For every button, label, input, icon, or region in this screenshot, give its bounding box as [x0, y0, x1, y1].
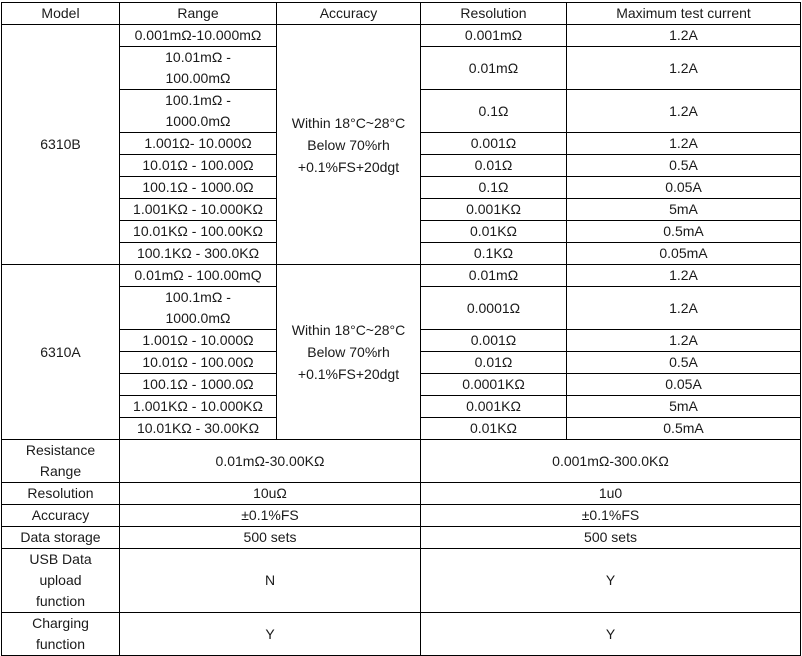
range-cell: 100.1mΩ - 1000.0mΩ: [120, 287, 277, 330]
current-cell: 0.05mA: [567, 243, 801, 265]
range-cell: 10.01Ω - 100.00Ω: [120, 352, 277, 374]
summary-row: [2, 613, 801, 656]
table-row: [2, 265, 801, 287]
current-cell: 1.2A: [567, 133, 801, 155]
current-cell: 1.2A: [567, 330, 801, 352]
header-row: [2, 3, 801, 25]
summary-value-6310b: 500 sets: [421, 527, 801, 549]
summary-value-6310a: 10uΩ: [120, 483, 421, 505]
current-cell: 0.05A: [567, 177, 801, 199]
resolution-cell: 0.001Ω: [421, 133, 567, 155]
resolution-cell: 0.01mΩ: [421, 265, 567, 287]
summary-label: Data storage: [2, 527, 120, 549]
summary-row: [2, 505, 801, 527]
range-cell: 10.01KΩ - 100.00KΩ: [120, 221, 277, 243]
resolution-cell: 0.01mΩ: [421, 47, 567, 90]
summary-row: [2, 549, 801, 613]
range-cell: 10.01Ω - 100.00Ω: [120, 155, 277, 177]
current-cell: 0.5mA: [567, 418, 801, 440]
range-cell: 100.1Ω - 1000.0Ω: [120, 177, 277, 199]
range-cell: 1.001KΩ - 10.000KΩ: [120, 396, 277, 418]
summary-value-6310b: ±0.1%FS: [421, 505, 801, 527]
resolution-cell: 0.01KΩ: [421, 418, 567, 440]
header-max-current: Maximum test current: [567, 3, 801, 25]
range-cell: 100.1Ω - 1000.0Ω: [120, 374, 277, 396]
summary-value-6310b: 0.001mΩ-300.0KΩ: [421, 440, 801, 483]
resolution-cell: 0.1KΩ: [421, 243, 567, 265]
accuracy-cell-6310b: Within 18°C~28°C Below 70%rh +0.1%FS+20dgt: [277, 25, 421, 265]
summary-value-6310a: ±0.1%FS: [120, 505, 421, 527]
current-cell: 1.2A: [567, 25, 801, 47]
resolution-cell: 0.001KΩ: [421, 396, 567, 418]
resolution-cell: 0.001KΩ: [421, 199, 567, 221]
current-cell: 1.2A: [567, 287, 801, 330]
summary-value-6310b: 1u0: [421, 483, 801, 505]
accuracy-cell-6310a: Within 18°C~28°C Below 70%rh +0.1%FS+20dgt: [277, 265, 421, 440]
header-model: Model: [2, 3, 120, 25]
summary-label: Resolution: [2, 483, 120, 505]
summary-value-6310a: 500 sets: [120, 527, 421, 549]
resolution-cell: 0.01Ω: [421, 352, 567, 374]
resolution-cell: 0.01KΩ: [421, 221, 567, 243]
summary-row: [2, 440, 801, 483]
range-cell: 10.01mΩ - 100.00mΩ: [120, 47, 277, 90]
current-cell: 1.2A: [567, 90, 801, 133]
current-cell: 0.5A: [567, 352, 801, 374]
resolution-cell: 0.001Ω: [421, 330, 567, 352]
resolution-cell: 0.001mΩ: [421, 25, 567, 47]
summary-value-6310b: Y: [421, 549, 801, 613]
range-cell: 1.001Ω - 10.000Ω: [120, 330, 277, 352]
header-accuracy: Accuracy: [277, 3, 421, 25]
range-cell: 100.1mΩ - 1000.0mΩ: [120, 90, 277, 133]
resolution-cell: 0.0001KΩ: [421, 374, 567, 396]
summary-value-6310a: Y: [120, 613, 421, 656]
resolution-cell: 0.1Ω: [421, 90, 567, 133]
summary-row: [2, 483, 801, 505]
header-resolution: Resolution: [421, 3, 567, 25]
summary-label: Charging function: [2, 613, 120, 656]
summary-label: Resistance Range: [2, 440, 120, 483]
range-cell: 10.01KΩ - 30.00KΩ: [120, 418, 277, 440]
summary-value-6310b: Y: [421, 613, 801, 656]
current-cell: 0.5A: [567, 155, 801, 177]
current-cell: 1.2A: [567, 47, 801, 90]
table-row: [2, 25, 801, 47]
range-cell: 1.001Ω- 10.000Ω: [120, 133, 277, 155]
resolution-cell: 0.0001Ω: [421, 287, 567, 330]
current-cell: 0.05A: [567, 374, 801, 396]
range-cell: 1.001KΩ - 10.000KΩ: [120, 199, 277, 221]
summary-value-6310a: 0.01mΩ-30.00KΩ: [120, 440, 421, 483]
range-cell: 100.1KΩ - 300.0KΩ: [120, 243, 277, 265]
resolution-cell: 0.1Ω: [421, 177, 567, 199]
model-cell-6310a: 6310A: [2, 265, 120, 440]
resolution-cell: 0.01Ω: [421, 155, 567, 177]
range-cell: 0.001mΩ-10.000mΩ: [120, 25, 277, 47]
current-cell: 5mA: [567, 199, 801, 221]
spec-table: [1, 2, 801, 656]
range-cell: 0.01mΩ - 100.00mQ: [120, 265, 277, 287]
current-cell: 5mA: [567, 396, 801, 418]
current-cell: 1.2A: [567, 265, 801, 287]
model-cell-6310b: 6310B: [2, 25, 120, 265]
summary-value-6310a: N: [120, 549, 421, 613]
summary-label: USB Data upload function: [2, 549, 120, 613]
summary-label: Accuracy: [2, 505, 120, 527]
summary-row: [2, 527, 801, 549]
spec-table-body: [2, 25, 801, 656]
header-range: Range: [120, 3, 277, 25]
current-cell: 0.5mA: [567, 221, 801, 243]
